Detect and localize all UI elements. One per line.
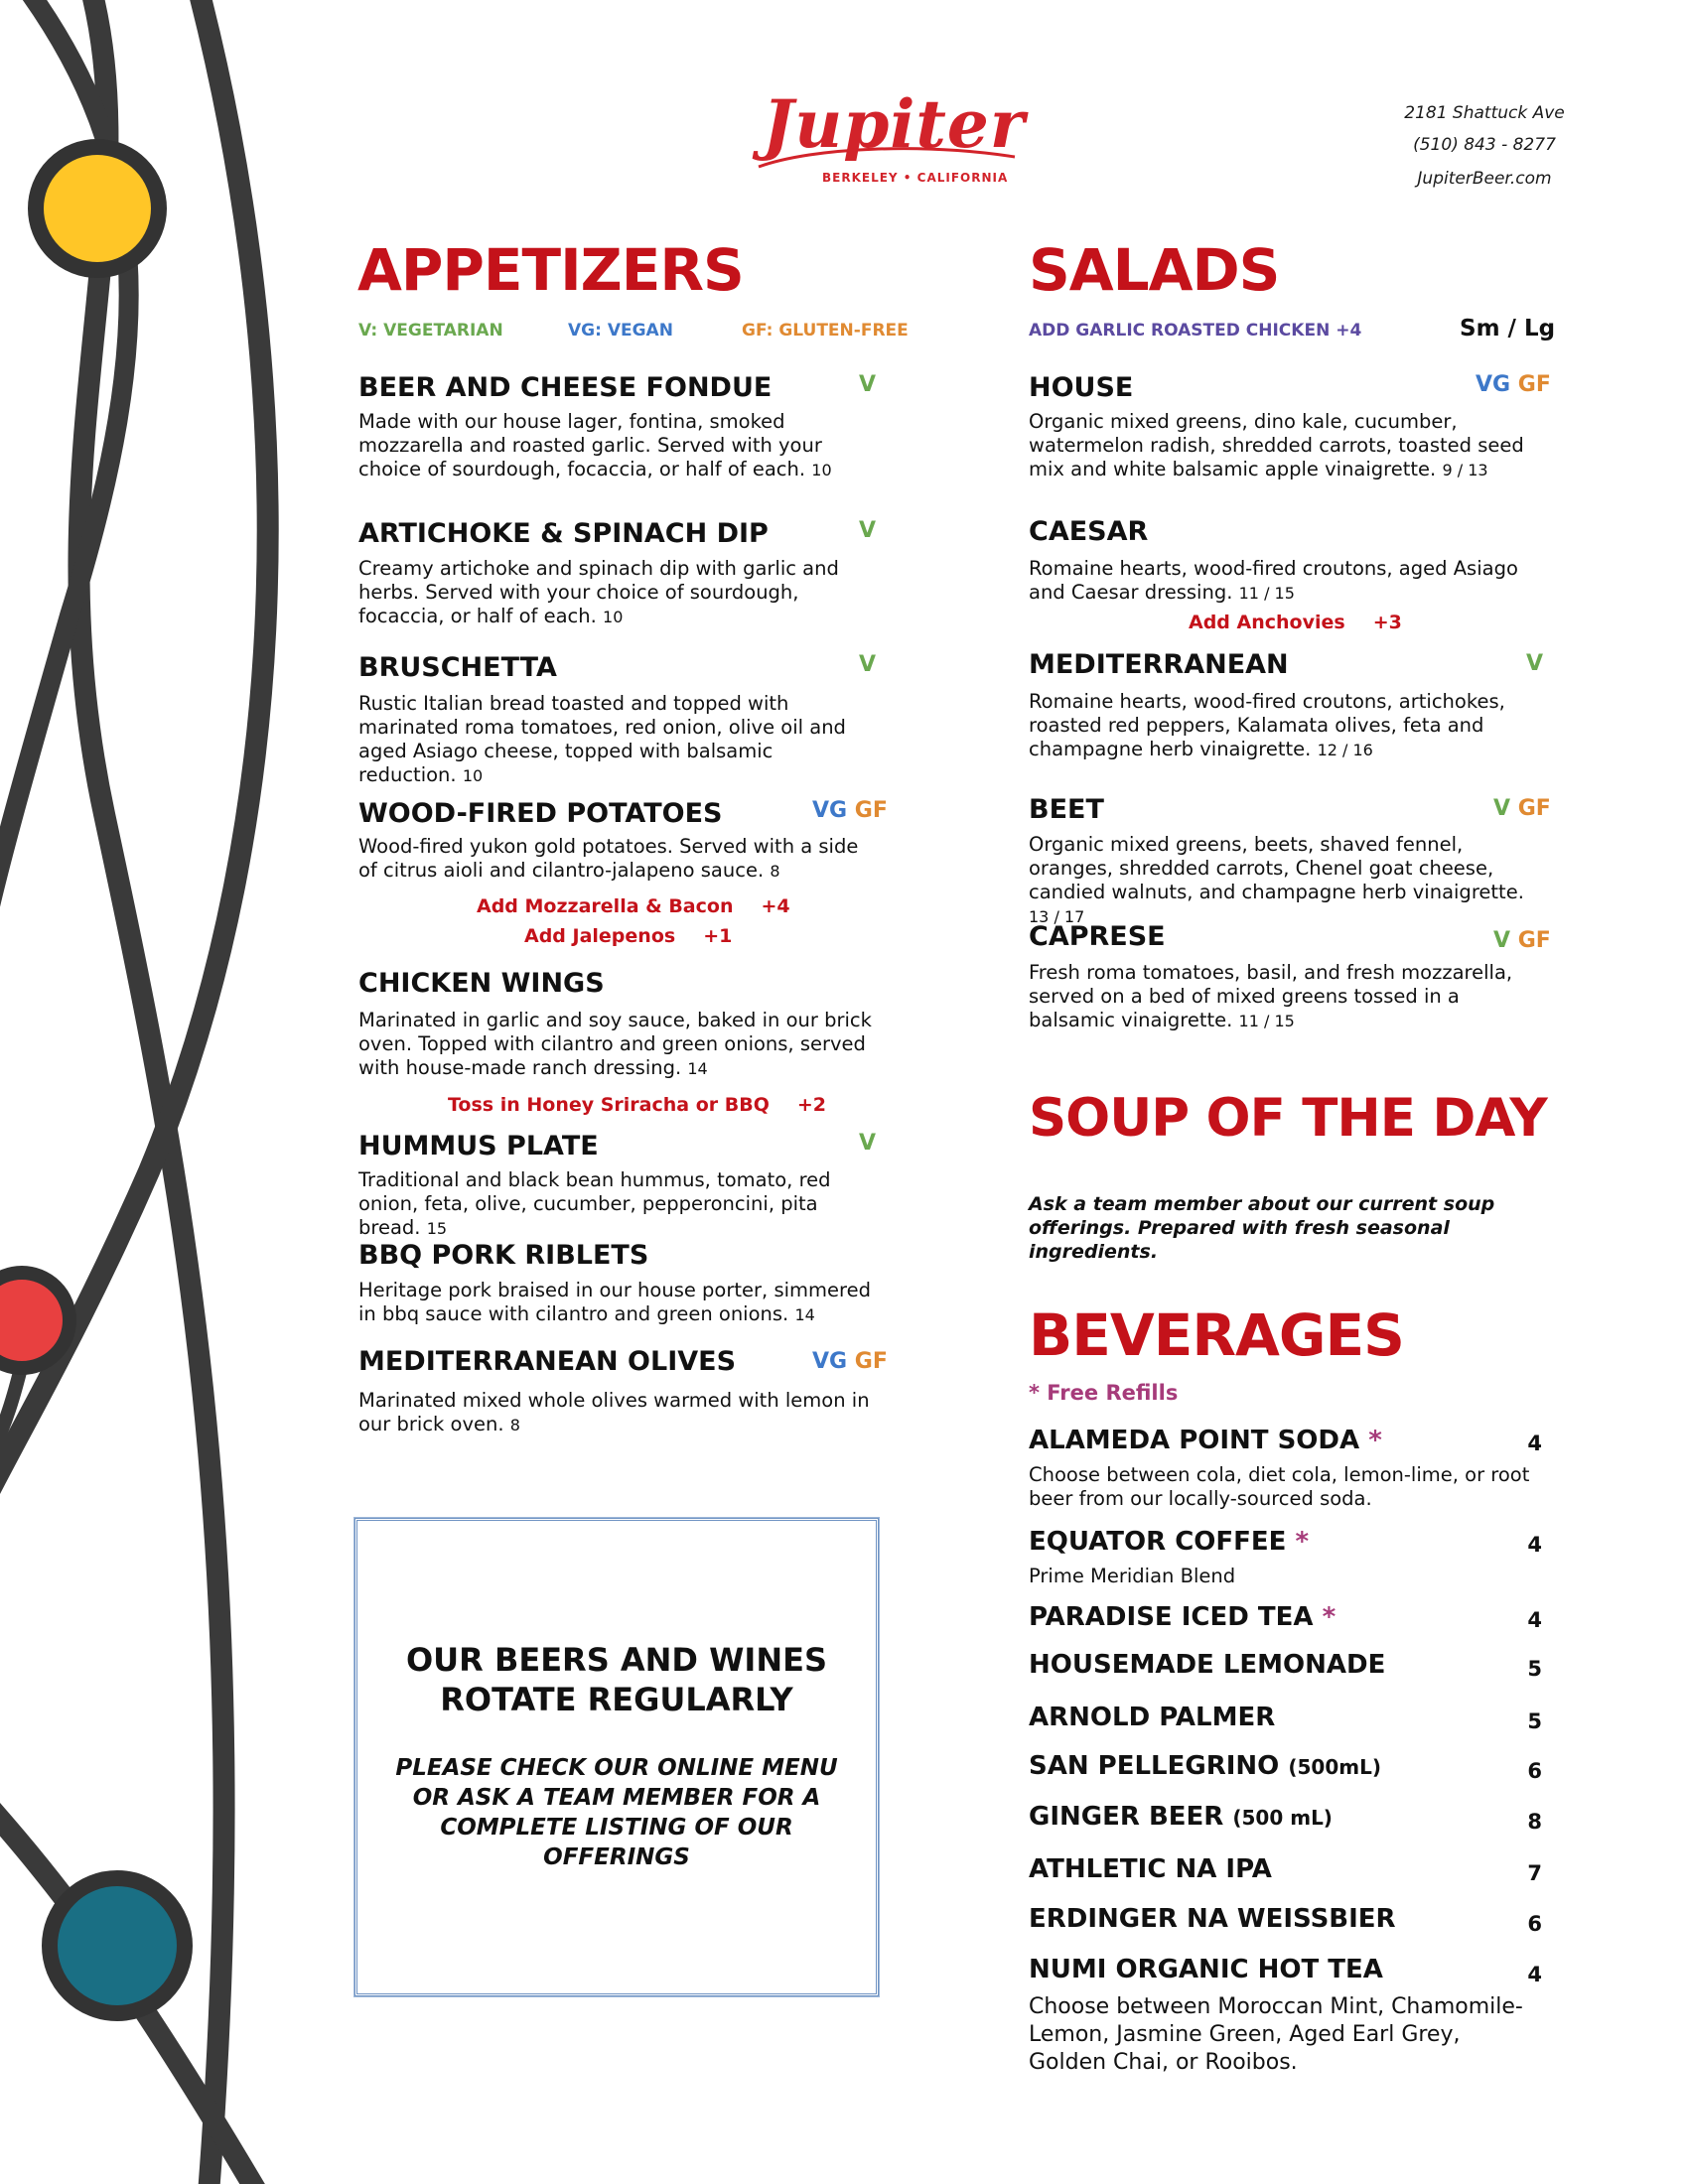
beverages-title: BEVERAGES — [1029, 1301, 1404, 1369]
address: 2181 Shattuck Ave — [1404, 103, 1565, 123]
menu-item-description: Rustic Italian bread toasted and topped with marinated roma tomatoes, red onion, olive oil and aged Asiago cheese, topped with balsamic reduction. 10 — [358, 692, 846, 786]
menu-item-price: 10 — [811, 461, 832, 479]
menu-item-price: 10 — [603, 608, 624, 626]
menu-item-description: Heritage pork braised in our house porter, simmered in bbq sauce with cilantro and green onions. 14 — [358, 1279, 871, 1325]
beverage-title: PARADISE ICED TEA * — [1029, 1602, 1336, 1632]
notice-heading: OUR BEERS AND WINES ROTATE REGULARLY — [405, 1641, 828, 1718]
diet-tags: VG GF — [812, 1349, 888, 1374]
menu-item-title: HOUSE — [1029, 372, 1134, 403]
menu-item-price: 15 — [426, 1219, 448, 1238]
add-on: Toss in Honey Sriracha or BBQ +2 — [448, 1094, 827, 1116]
menu-item-title: BRUSCHETTA — [358, 652, 557, 683]
add-chicken-note: ADD GARLIC ROASTED CHICKEN +4 — [1029, 321, 1362, 341]
menu-item-title: BEER AND CHEESE FONDUE — [358, 372, 773, 403]
beverage-description: Choose between Moroccan Mint, Chamomile-Lemon, Jasmine Green, Aged Earl Grey, Golden Chai, or Rooibos. — [1029, 1994, 1523, 2075]
menu-item-title: HUMMUS PLATE — [358, 1131, 599, 1161]
menu-item-price: 14 — [794, 1305, 815, 1324]
notice-body: PLEASE CHECK OUR ONLINE MENU OR ASK A TEAM MEMBER FOR A COMPLETE LISTING OF OUR OFFERINGS — [395, 1755, 838, 1870]
menu-item-description: Creamy artichoke and spinach dip with garlic and herbs. Served with your choice of sourdough, focaccia, or half of each. 10 — [358, 557, 839, 627]
menu-item-description: Romaine hearts, wood-fired croutons, aged Asiago and Caesar dressing. 11 / 15 — [1029, 557, 1518, 604]
vegetarian-tag: V — [859, 1131, 877, 1156]
decorative-orbit-art — [0, 0, 338, 2184]
beverage-price: 7 — [1527, 1861, 1542, 1885]
soup-note: Ask a team member about our current soup offerings. Prepared with fresh seasonal ingredients. — [1029, 1193, 1495, 1263]
menu-item-price: 10 — [462, 766, 484, 785]
diet-tags: VG GF — [1476, 372, 1551, 397]
beverage-title: SAN PELLEGRINO (500mL) — [1029, 1751, 1381, 1781]
menu-item-price: 11 / 15 — [1238, 584, 1295, 603]
vegetarian-tag: V — [859, 518, 877, 543]
menu-item-description: Traditional and black bean hummus, tomato, red onion, feta, olive, cucumber, pepperoncini, pita bread. 15 — [358, 1168, 831, 1239]
beverage-description: Prime Meridian Blend — [1029, 1565, 1236, 1587]
beverage-price: 8 — [1527, 1810, 1542, 1834]
legend-gluten-free: GF: GLUTEN-FREE — [742, 321, 909, 341]
vegetarian-tag: V — [859, 652, 877, 677]
menu-item-price: 13 / 17 — [1029, 907, 1085, 926]
menu-item-title: CAESAR — [1029, 516, 1149, 547]
menu-item-description: Marinated mixed whole olives warmed with lemon in our brick oven. 8 — [358, 1389, 870, 1435]
deco-line — [78, 0, 223, 2184]
menu-item-title: BEET — [1029, 794, 1104, 825]
menu-item-price: 8 — [770, 862, 780, 881]
menu-item-description: Wood-fired yukon gold potatoes. Served with a side of citrus aioli and cilantro-jalapeno sauce. 8 — [358, 835, 859, 882]
diet-tags: V GF — [1493, 928, 1551, 953]
beverage-title: HOUSEMADE LEMONADE — [1029, 1650, 1386, 1680]
beverage-title: ARNOLD PALMER — [1029, 1703, 1276, 1732]
vegetarian-tag: V — [859, 372, 877, 397]
menu-item-title: BBQ PORK RIBLETS — [358, 1240, 649, 1271]
menu-item-description: Organic mixed greens, dino kale, cucumber, watermelon radish, shredded carrots, toasted seed mix and white balsamic apple vinaigrette. 9 / 13 — [1029, 410, 1524, 480]
red-planet — [0, 1273, 70, 1368]
beverage-price: 5 — [1527, 1657, 1542, 1681]
menu-item-title: MEDITERRANEAN OLIVES — [358, 1346, 737, 1377]
menu-item-description: Romaine hearts, wood-fired croutons, artichokes, roasted red peppers, Kalamata olives, feta and champagne herb vinaigrette. 12 / 16 — [1029, 690, 1505, 760]
menu-item-title: CHICKEN WINGS — [358, 968, 605, 999]
add-on: Add Mozzarella & Bacon +4 — [477, 895, 790, 917]
beverage-price: 4 — [1527, 1533, 1542, 1557]
menu-item-title: WOOD-FIRED POTATOES — [358, 798, 723, 829]
beverage-title: ALAMEDA POINT SODA * — [1029, 1426, 1382, 1455]
beverage-description: Choose between cola, diet cola, lemon-lime, or root beer from our locally-sourced soda. — [1029, 1463, 1530, 1510]
beverage-title: EQUATOR COFFEE * — [1029, 1527, 1310, 1557]
vegetarian-tag: V — [1526, 651, 1544, 676]
yellow-planet — [36, 147, 159, 270]
beverage-price: 4 — [1527, 1608, 1542, 1632]
logo-wordmark: Jupiter — [763, 85, 1026, 163]
legend-vegan: VG: VEGAN — [568, 321, 673, 341]
soup-title: SOUP OF THE DAY — [1029, 1088, 1547, 1149]
salads-title: SALADS — [1029, 236, 1280, 304]
website-link[interactable]: JupiterBeer.com — [1417, 169, 1552, 189]
menu-item-price: 11 / 15 — [1238, 1012, 1295, 1030]
phone: (510) 843 - 8277 — [1413, 135, 1556, 155]
legend-vegetarian: V: VEGETARIAN — [358, 321, 503, 341]
logo-tagline: BERKELEY • CALIFORNIA — [822, 171, 1009, 185]
menu-item-description: Made with our house lager, fontina, smoked mozzarella and roasted garlic. Served with your choice of sourdough, focaccia, or half of each. 10 — [358, 410, 832, 480]
appetizers-title: APPETIZERS — [357, 236, 744, 304]
logo — [755, 85, 1026, 185]
teal-planet — [50, 1878, 185, 2013]
beverage-title: ERDINGER NA WEISSBIER — [1029, 1904, 1396, 1934]
beverage-title: NUMI ORGANIC HOT TEA — [1029, 1955, 1383, 1984]
diet-tags: V GF — [1493, 796, 1551, 821]
size-label: Sm / Lg — [1460, 316, 1556, 341]
refill-note: * Free Refills — [1029, 1381, 1179, 1405]
beers-wines-notice — [354, 1518, 879, 1996]
add-on: Add Jalepenos +1 — [524, 925, 733, 947]
beverage-price: 6 — [1527, 1759, 1542, 1783]
beverage-price: 4 — [1527, 1963, 1542, 1986]
menu-item-price: 9 / 13 — [1442, 461, 1488, 479]
beverage-price: 4 — [1527, 1432, 1542, 1455]
menu-item-description: Marinated in garlic and soy sauce, baked in our brick oven. Topped with cilantro and green onions, served with house-made ranch dressing. 14 — [358, 1009, 872, 1079]
menu-item-price: 12 / 16 — [1317, 741, 1373, 759]
beverage-title: GINGER BEER (500 mL) — [1029, 1802, 1333, 1832]
menu-item-description: Fresh roma tomatoes, basil, and fresh mozzarella, served on a bed of mixed greens tossed in a balsamic vinaigrette. 11 / 15 — [1029, 961, 1513, 1031]
menu-item-description: Organic mixed greens, beets, shaved fennel, oranges, shredded carrots, Chenel goat cheese, candied walnuts, and champagne herb vinaigrette. 13 / 17 — [1029, 833, 1524, 926]
add-on: Add Anchovies +3 — [1189, 612, 1402, 633]
menu-item-title: MEDITERRANEAN — [1029, 649, 1289, 680]
menu-item-price: 14 — [687, 1059, 708, 1078]
beverage-price: 6 — [1527, 1912, 1542, 1936]
menu-item-price: 8 — [509, 1416, 520, 1434]
menu-item-title: CAPRESE — [1029, 921, 1166, 952]
diet-tags: VG GF — [812, 798, 888, 823]
beverage-title: ATHLETIC NA IPA — [1029, 1854, 1272, 1884]
beverage-price: 5 — [1527, 1709, 1542, 1733]
menu-item-title: ARTICHOKE & SPINACH DIP — [358, 518, 769, 549]
